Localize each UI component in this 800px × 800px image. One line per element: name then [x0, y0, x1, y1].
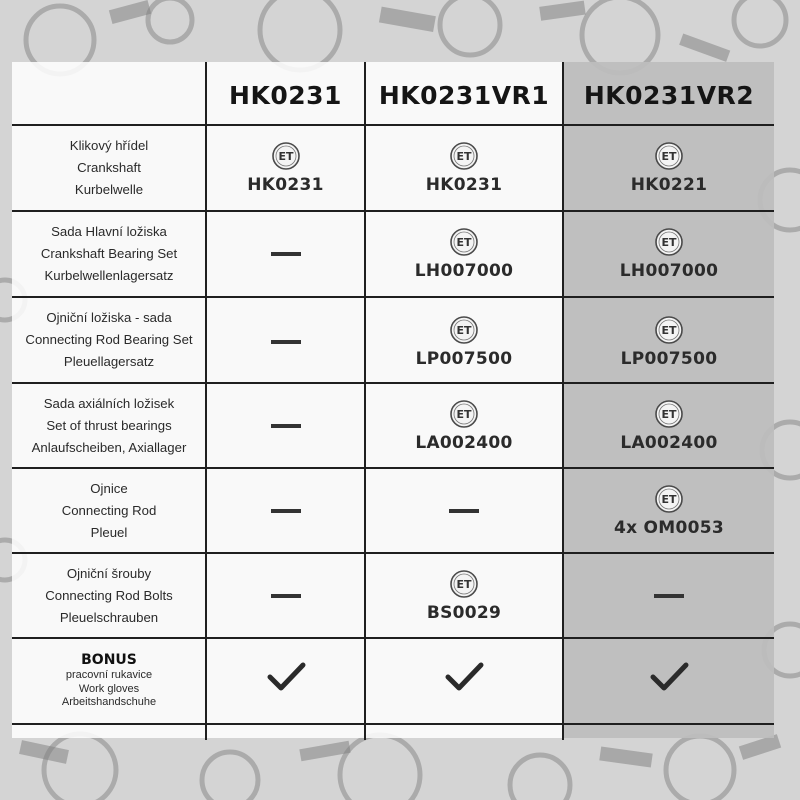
table-cell [207, 384, 364, 467]
part-code: HK0231 [425, 175, 503, 195]
bonus-title: BONUS [81, 652, 137, 669]
part-code: HK0231 [247, 175, 324, 195]
et-logo-icon [654, 315, 684, 345]
part-code: LH007000 [619, 261, 719, 281]
checkmark-icon [649, 662, 689, 692]
logo-text: ET [661, 324, 677, 337]
table-cell [366, 384, 562, 467]
part-code: BS0029 [426, 602, 502, 623]
logo-text: ET [661, 492, 677, 506]
logo-text: ET [456, 577, 472, 591]
table-cell [207, 212, 364, 296]
logo-text: ET [661, 407, 677, 421]
table-cell [207, 469, 364, 552]
et-logo-icon [449, 227, 479, 257]
logo-text: ET [456, 407, 472, 421]
bonus-line: pracovní rukavice [65, 669, 153, 682]
part-code: LH007000 [414, 261, 514, 281]
et-logo-icon [654, 484, 684, 514]
row-label-line: Ojnice [90, 480, 128, 496]
part-code: LA002400 [415, 432, 513, 453]
row-label [12, 384, 206, 467]
part-code: LA002400 [620, 432, 718, 453]
row-label-line: Sada Hlavní ložiska [51, 224, 167, 239]
et-logo-icon [654, 227, 684, 257]
et-logo-icon [449, 141, 479, 171]
table-cell [366, 469, 562, 552]
bonus-line: Arbeitshandschuhe [61, 696, 157, 709]
table-cell [366, 126, 562, 210]
row-label-line: Connecting Rod Bearing Set [25, 332, 193, 347]
dash-icon [271, 340, 301, 344]
row-label-line: Crankshaft [77, 160, 141, 175]
row-label-line: Pleuelschrauben [59, 609, 159, 625]
logo-text: ET [456, 236, 472, 249]
row-label-line: Kurbelwelle [74, 182, 144, 197]
et-logo-icon [654, 399, 684, 429]
et-logo-icon [449, 399, 479, 429]
table-cell [564, 554, 774, 637]
table-cell [366, 212, 562, 296]
logo-text: ET [456, 324, 472, 337]
row-label-line: Set of thrust bearings [46, 417, 172, 433]
checkmark-icon [266, 662, 306, 692]
grid-line [12, 723, 774, 725]
table-cell [207, 300, 364, 384]
dash-icon [271, 252, 301, 256]
column-header-hk0231vr1: HK0231VR1 [378, 80, 550, 110]
logo-text: ET [456, 150, 472, 163]
table-cell [564, 300, 774, 384]
bonus-cell [564, 635, 774, 719]
row-label-line: Pleuellagersatz [63, 354, 155, 369]
row-label [12, 554, 206, 637]
checkmark-icon [444, 662, 484, 692]
table-cell [366, 554, 562, 637]
table-cell [564, 384, 774, 467]
bonus-cell [366, 635, 562, 719]
dash-icon [449, 509, 479, 513]
bonus-label [12, 639, 206, 723]
row-label [12, 298, 206, 382]
row-label-line: Connecting Rod Bolts [45, 587, 173, 603]
row-label-line: Ojniční ložiska - sada [46, 310, 172, 325]
bonus-line: Work gloves [78, 682, 140, 695]
row-label [12, 126, 206, 210]
dash-icon [271, 509, 301, 513]
logo-text: ET [661, 150, 677, 163]
column-header-hk0231: HK0231 [229, 80, 342, 110]
row-label-line: Connecting Rod [61, 502, 157, 518]
part-code: HK0221 [630, 175, 708, 195]
et-logo-icon [654, 141, 684, 171]
row-label-line: Ojniční šrouby [66, 565, 152, 581]
row-label [12, 469, 206, 552]
et-logo-icon [271, 141, 301, 171]
logo-text: ET [661, 236, 677, 249]
logo-text: ET [277, 150, 294, 163]
table-cell [564, 126, 774, 210]
dash-icon [654, 594, 684, 598]
row-label-line: Crankshaft Bearing Set [40, 246, 178, 261]
row-label-line: Sada axiálních ložisek [43, 395, 175, 411]
table-cell [207, 126, 364, 210]
column-header-hk0231vr2: HK0231VR2 [583, 80, 755, 110]
bonus-cell [207, 635, 364, 719]
dash-icon [271, 424, 301, 428]
et-logo-icon [449, 569, 479, 599]
table-cell [564, 469, 774, 552]
table-cell [564, 212, 774, 296]
part-code: 4x OM0053 [613, 517, 725, 538]
dash-icon [271, 594, 301, 598]
et-logo-icon [449, 315, 479, 345]
part-code: LP007500 [620, 349, 718, 369]
row-label-line: Kurbelwellenlagersatz [44, 268, 174, 283]
table-cell [207, 554, 364, 637]
part-code: LP007500 [415, 349, 513, 369]
row-label-line: Klikový hřídel [69, 138, 149, 153]
row-label [12, 212, 206, 296]
row-label-line: Anlaufscheiben, Axiallager [31, 439, 187, 455]
table-cell [366, 300, 562, 384]
row-label-line: Pleuel [90, 524, 128, 540]
